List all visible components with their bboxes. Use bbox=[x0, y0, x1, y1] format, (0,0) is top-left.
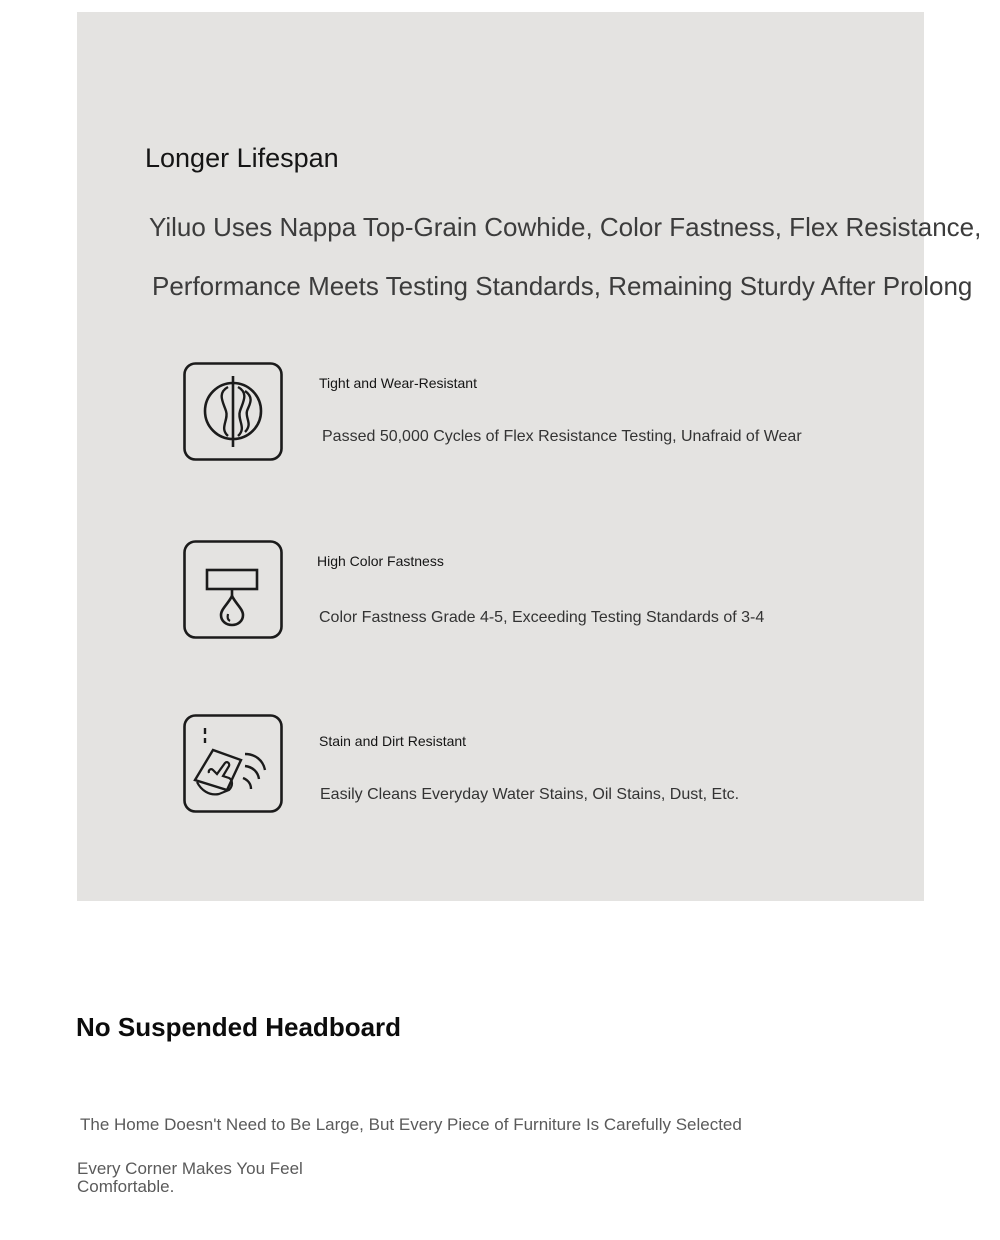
panel-intro-line-2: Performance Meets Testing Standards, Remaining Sturdy After Prolong bbox=[152, 271, 973, 301]
wipe-clean-icon bbox=[183, 714, 283, 813]
leather-grain-icon bbox=[183, 362, 283, 461]
feature-desc-stain: Easily Cleans Everyday Water Stains, Oil Stains, Dust, Etc. bbox=[320, 786, 740, 803]
feature-title-color: High Color Fastness bbox=[317, 553, 444, 569]
feature-desc-color: Color Fastness Grade 4-5, Exceeding Testing Standards of 3-4 bbox=[319, 609, 765, 626]
water-drop-icon bbox=[183, 540, 283, 639]
feature-title-stain: Stain and Dirt Resistant bbox=[319, 733, 467, 749]
panel-title: Longer Lifespan bbox=[145, 143, 339, 173]
section-text-line-2: Every Corner Makes You Feel Comfortable. bbox=[77, 1159, 303, 1196]
section-title: No Suspended Headboard bbox=[76, 1012, 402, 1042]
section-text-line-1: The Home Doesn't Need to Be Large, But Every Piece of Furniture Is Carefully Selected bbox=[80, 1115, 742, 1134]
panel-intro-line-1: Yiluo Uses Nappa Top-Grain Cowhide, Color Fastness, Flex Resistance, bbox=[149, 212, 982, 242]
feature-desc-wear: Passed 50,000 Cycles of Flex Resistance Testing, Unafraid of Wear bbox=[322, 428, 802, 445]
feature-title-wear: Tight and Wear-Resistant bbox=[319, 375, 477, 391]
